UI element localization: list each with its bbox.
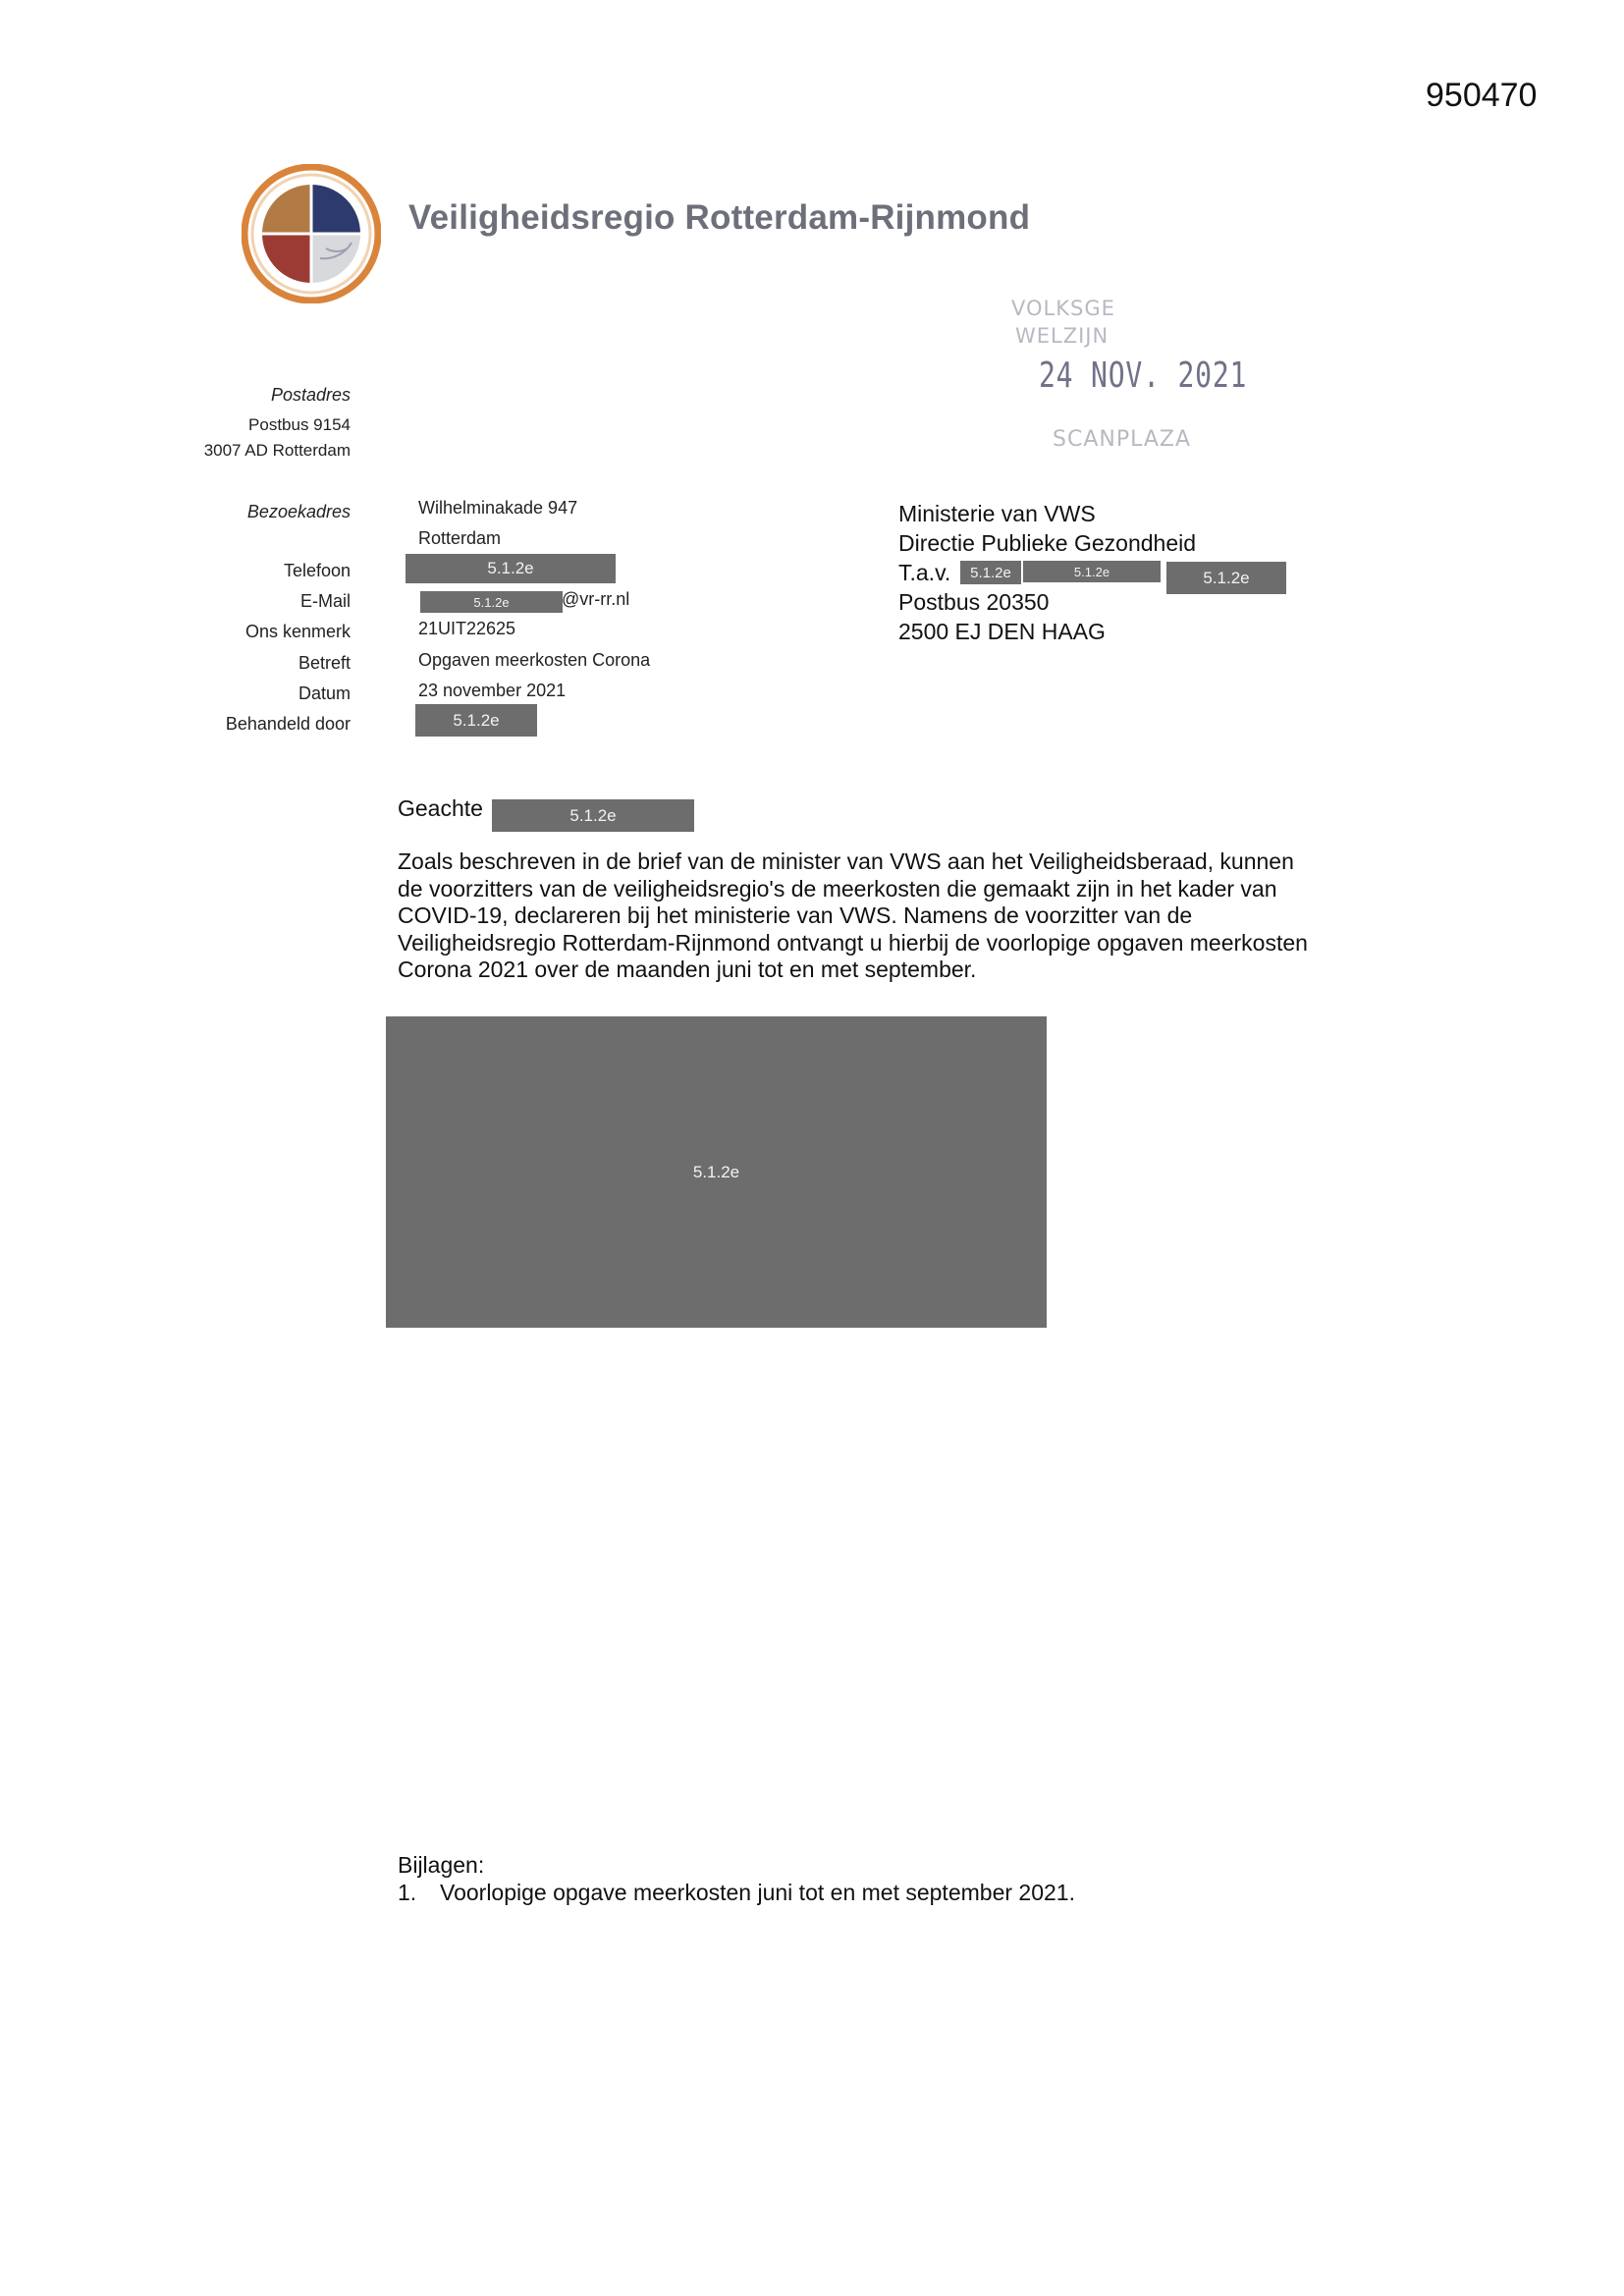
behandeld-redaction: 5.1.2e	[415, 704, 537, 737]
recipient-tav-redaction-3: 5.1.2e	[1166, 562, 1286, 594]
recipient-tav-redaction-2: 5.1.2e	[1023, 561, 1161, 582]
attachment-number: 1.	[398, 1880, 417, 1905]
stamp-date: 24 NOV. 2021	[1039, 355, 1248, 396]
datum-label: Datum	[298, 683, 351, 703]
kenmerk-label: Ons kenmerk	[244, 622, 351, 641]
stamp-line-1: VOLKSGE	[1011, 297, 1115, 320]
email-label: E-Mail	[299, 591, 351, 611]
stamp-line-3: SCANPLAZA	[1053, 427, 1192, 452]
datum-value: 23 november 2021	[418, 681, 567, 700]
bezoekadres-label: Bezoekadres	[246, 502, 351, 521]
telefoon-redaction: 5.1.2e	[406, 554, 616, 583]
recipient-line-4: Postbus 20350	[898, 589, 1050, 615]
telefoon-label: Telefoon	[283, 561, 351, 580]
email-domain: @vr-rr.nl	[562, 589, 630, 609]
attachment-text: Voorlopige opgave meerkosten juni tot en met september 2021.	[440, 1880, 1075, 1905]
postadres-line-2: 3007 AD Rotterdam	[203, 441, 351, 460]
postadres-line-1: Postbus 9154	[248, 415, 351, 434]
behandeld-label: Behandeld door	[225, 714, 351, 734]
organization-logo	[242, 164, 381, 303]
kenmerk-value: 21UIT22625	[418, 619, 516, 638]
email-redaction: 5.1.2e	[420, 591, 563, 613]
recipient-line-5: 2500 EJ DEN HAAG	[898, 619, 1106, 644]
stamp-line-2: WELZIJN	[1015, 324, 1110, 348]
recipient-line-2: Directie Publieke Gezondheid	[898, 530, 1197, 556]
salutation-redaction: 5.1.2e	[492, 799, 694, 832]
salutation: Geachte	[398, 795, 483, 821]
bezoekadres-line-1: Wilhelminakade 947	[418, 498, 578, 518]
postadres-label: Postadres	[270, 385, 351, 405]
attachments-label: Bijlagen:	[398, 1852, 485, 1878]
document-number: 950470	[1426, 77, 1538, 114]
recipient-tav-prefix: T.a.v.	[898, 560, 951, 585]
bezoekadres-line-2: Rotterdam	[418, 528, 502, 548]
betreft-value: Opgaven meerkosten Corona	[418, 650, 651, 670]
letter-body: Zoals beschreven in de brief van de minister van VWS aan het Veiligheidsberaad, kunnen de voorzitters van de veiligheidsregio's de meerkosten die gemaakt zijn in het kader van COVID-19, declareren bij het ministerie van VWS. Namens de voorzitter van de Veiligheidsregio Rotterdam-Rijnmond ontvangt u hierbij de voorlopige opgaven meerkosten Corona 2021 over de maanden juni tot en met september.	[398, 848, 1308, 982]
betreft-label: Betreft	[298, 653, 351, 673]
signature-redaction: 5.1.2e	[386, 1016, 1047, 1328]
recipient-line-1: Ministerie van VWS	[898, 501, 1096, 526]
organization-name: Veiligheidsregio Rotterdam-Rijnmond	[408, 198, 1031, 237]
recipient-tav-redaction-1: 5.1.2e	[960, 561, 1021, 584]
